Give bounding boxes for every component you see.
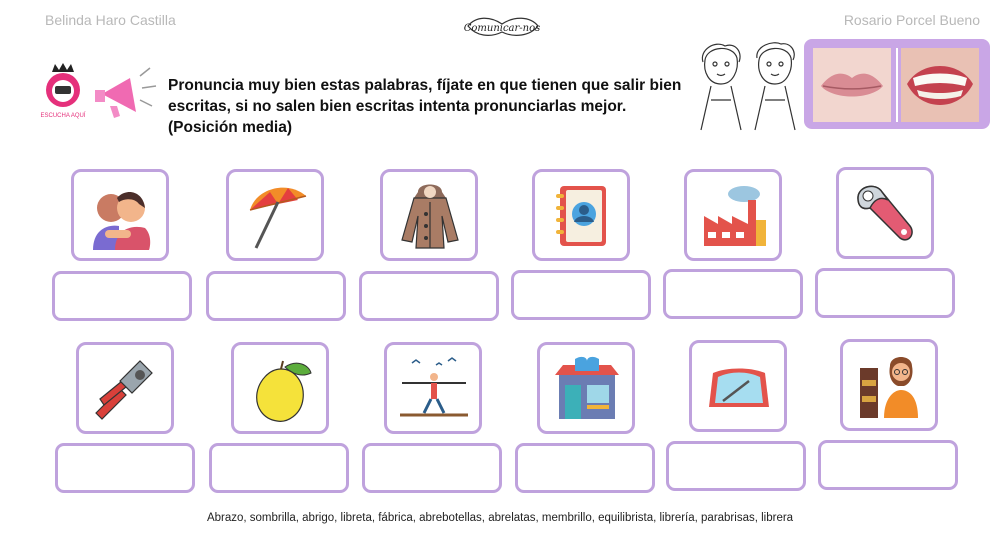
author-left: Belinda Haro Castilla <box>45 12 176 28</box>
megaphone-icon <box>40 62 160 124</box>
coat-icon <box>394 180 466 252</box>
open-mouth-teeth-icon <box>901 48 979 122</box>
mouth-positions-panel <box>804 39 990 129</box>
picture-card-factory <box>684 169 782 261</box>
can-opener-icon <box>90 353 162 425</box>
picture-card-coat <box>380 169 478 261</box>
listen-here-button[interactable] <box>40 62 160 124</box>
hug-icon <box>85 180 157 252</box>
factory-icon <box>698 180 770 252</box>
umbrella-icon <box>240 180 312 252</box>
picture-card-bottle-opener <box>836 167 934 259</box>
faces-sketch-icon <box>695 40 805 135</box>
answer-box-11[interactable] <box>666 441 806 491</box>
picture-card-tightrope-walker <box>384 342 482 434</box>
panel-divider <box>896 48 898 122</box>
instructions-line-3: (Posición media) <box>168 119 293 136</box>
windshield-icon <box>703 351 775 423</box>
picture-card-quince <box>231 342 329 434</box>
picture-card-address-book <box>532 169 630 261</box>
picture-card-umbrella <box>226 169 324 261</box>
answer-box-8[interactable] <box>209 443 349 493</box>
answer-box-5[interactable] <box>663 269 803 319</box>
picture-card-bookseller <box>840 339 938 431</box>
instructions-line-1: Pronuncia muy bien estas palabras, fíjate en que tienen que salir bien <box>168 77 682 94</box>
address-book-icon <box>546 180 618 252</box>
picture-card-can-opener <box>76 342 174 434</box>
picture-card-hug <box>71 169 169 261</box>
svg-text:Comunicar-nos: Comunicar-nos <box>463 23 541 34</box>
answer-box-4[interactable] <box>511 270 651 320</box>
word-bank: Abrazo, sombrilla, abrigo, libreta, fábrica, abrebotellas, abrelatas, membrillo, equilibrista, librería, parabrisas, librera <box>206 512 794 524</box>
answer-box-10[interactable] <box>515 443 655 493</box>
bottle-opener-icon <box>850 178 922 250</box>
answer-box-2[interactable] <box>206 271 346 321</box>
answer-box-9[interactable] <box>362 443 502 493</box>
answer-box-7[interactable] <box>55 443 195 493</box>
author-right: Rosario Porcel Bueno <box>843 12 980 28</box>
bookstore-icon <box>551 353 623 425</box>
answer-box-6[interactable] <box>815 268 955 318</box>
closed-lips-icon <box>813 48 891 122</box>
answer-box-3[interactable] <box>359 271 499 321</box>
picture-card-bookstore <box>537 342 635 434</box>
bookseller-icon <box>854 350 926 422</box>
answer-box-1[interactable] <box>52 271 192 321</box>
quince-icon <box>245 353 317 425</box>
svg-text:ESCUCHA AQUÍ: ESCUCHA AQUÍ <box>40 113 86 119</box>
instructions-text <box>168 75 698 138</box>
instructions-line-2: escritas, si no salen bien escritas intenta pronunciarlas mejor. <box>168 98 627 115</box>
picture-card-windshield <box>689 340 787 432</box>
comunicar-logo <box>458 10 546 44</box>
tightrope-walker-icon <box>398 353 470 425</box>
answer-box-12[interactable] <box>818 440 958 490</box>
